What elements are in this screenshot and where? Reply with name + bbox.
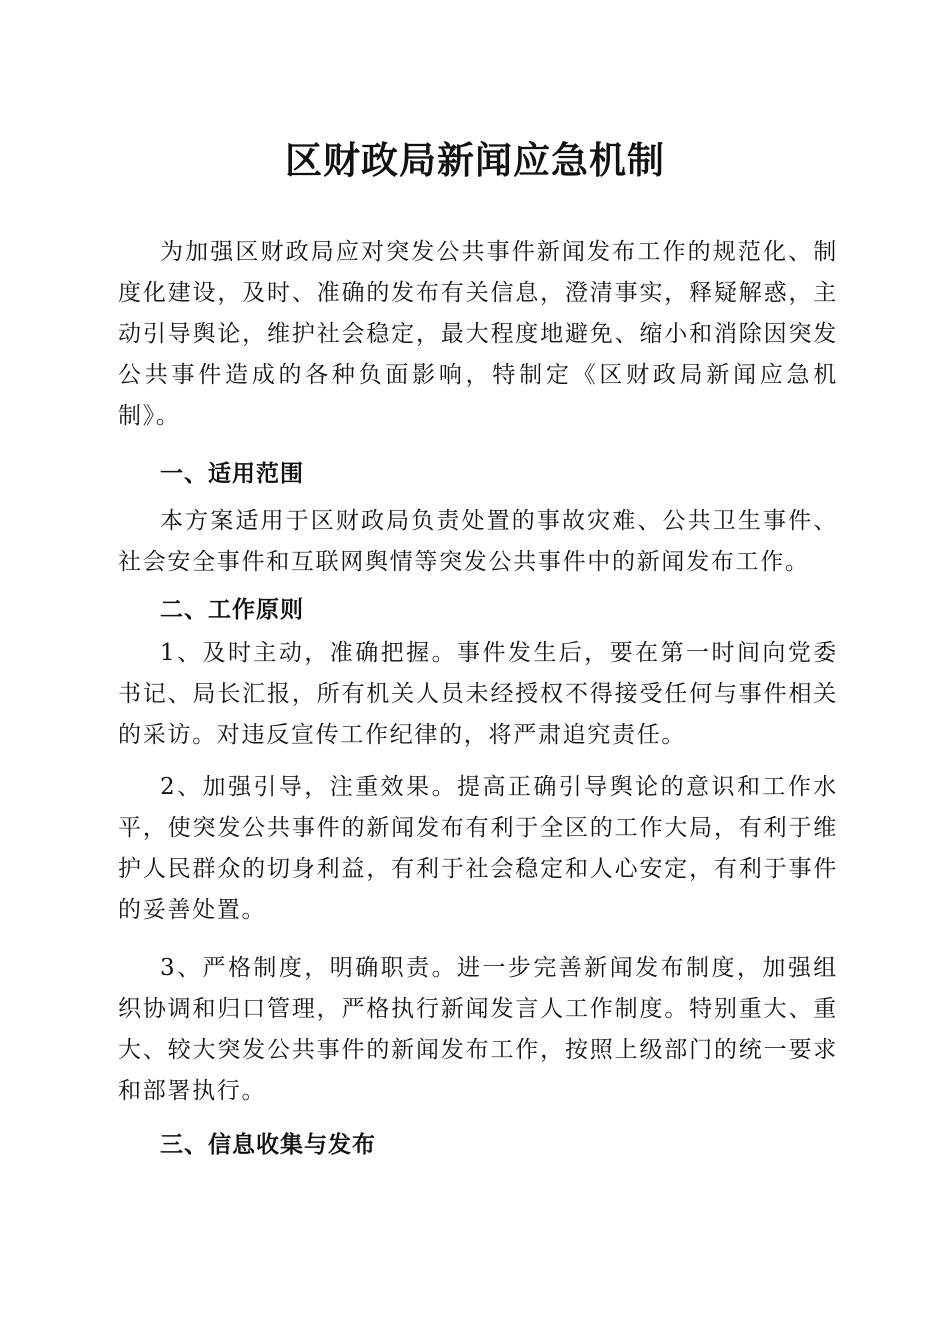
- principle-paragraph-3: 3、严格制度，明确职责。进一步完善新闻发布制度，加强组织协调和归口管理，严格执行新闻发言人工作制度。特别重大、重大、较大突发公共事件的新闻发布工作，按照上级部门的统一要求和部署执行。: [118, 955, 838, 1104]
- principle-paragraph-2: 2、加强引导，注重效果。提高正确引导舆论的意识和工作水平，使突发公共事件的新闻发布有利于全区的工作大局，有利于维护人民群众的切身利益，有利于社会稳定和人心安定，有利于事件的妥善处置。: [118, 774, 838, 923]
- intro-paragraph: 为加强区财政局应对突发公共事件新闻发布工作的规范化、制度化建设，及时、准确的发布有关信息，澄清事实，释疑解惑，主动引导舆论，维护社会稳定，最大程度地避免、缩小和消除因突发公共事件造成的各种负面影响，特制定《区财政局新闻应急机制》。: [118, 239, 838, 429]
- section-heading-info-release: 三、信息收集与发布: [160, 1132, 376, 1158]
- section-heading-principles: 二、工作原则: [160, 597, 304, 623]
- document-title: 区财政局新闻应急机制: [285, 138, 665, 182]
- principle-paragraph-1: 1、及时主动，准确把握。事件发生后，要在第一时间向党委书记、局长汇报，所有机关人员未经授权不得接受任何与事件相关的采访。对违反宣传工作纪律的，将严肃追究责任。: [118, 640, 838, 748]
- scope-paragraph: 本方案适用于区财政局负责处置的事故灾难、公共卫生事件、社会安全事件和互联网舆情等突发公共事件中的新闻发布工作。: [118, 508, 838, 575]
- section-heading-scope: 一、适用范围: [160, 461, 304, 487]
